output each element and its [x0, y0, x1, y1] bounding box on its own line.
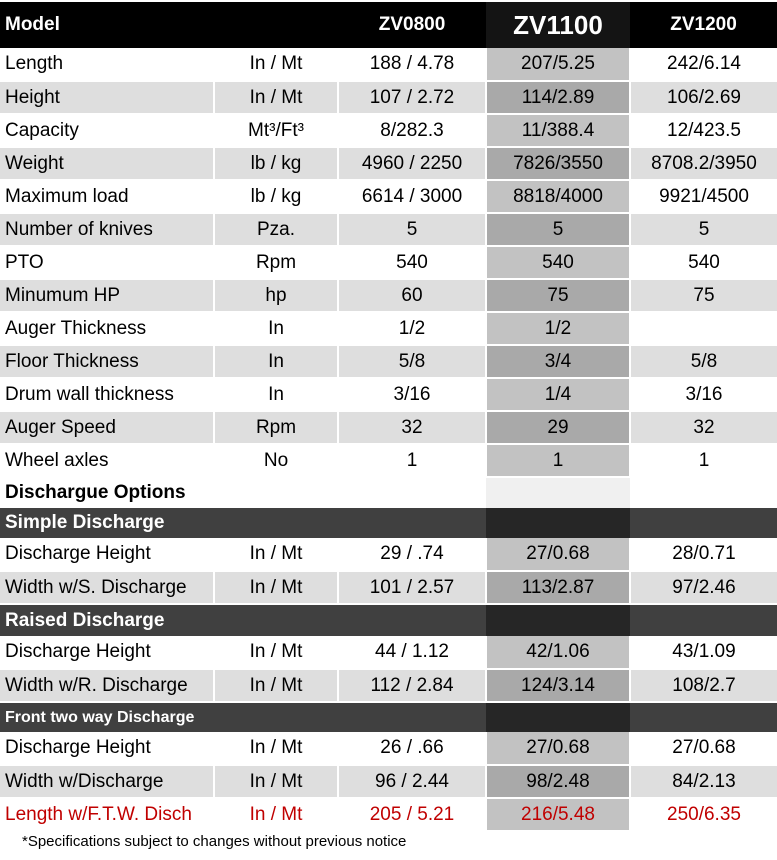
value-zv1100: 113/2.87 — [486, 571, 630, 604]
section-cell — [338, 702, 486, 732]
options-title: Dischargue Options — [0, 477, 214, 508]
value-zv1200: 43/1.09 — [630, 636, 777, 669]
value-zv1100: 42/1.06 — [486, 636, 630, 669]
spec-unit: Mt³/Ft³ — [214, 114, 338, 147]
spec-unit: In — [214, 345, 338, 378]
spec-unit: Rpm — [214, 411, 338, 444]
value-zv1100: 1/4 — [486, 378, 630, 411]
section-header — [0, 604, 777, 636]
spec-unit: Rpm — [214, 246, 338, 279]
blank-cell — [486, 477, 630, 508]
value-zv1200: 106/2.69 — [630, 81, 777, 114]
value-zv1200: 12/423.5 — [630, 114, 777, 147]
table-row — [0, 246, 777, 279]
section-title: Raised Discharge — [0, 604, 214, 636]
table-row — [0, 114, 777, 147]
spec-unit: In / Mt — [214, 81, 338, 114]
section-cell — [338, 604, 486, 636]
value-zv1100: 5 — [486, 213, 630, 246]
header-unit — [214, 2, 338, 48]
table-row — [0, 571, 777, 604]
spec-label: Width w/S. Discharge — [0, 571, 214, 604]
table-row — [0, 378, 777, 411]
spec-label: Auger Thickness — [0, 312, 214, 345]
value-zv1100: 3/4 — [486, 345, 630, 378]
section-cell — [338, 508, 486, 538]
table-row — [0, 312, 777, 345]
table-row — [0, 669, 777, 702]
value-zv0800: 29 / .74 — [338, 538, 486, 571]
value-zv1100: 98/2.48 — [486, 765, 630, 798]
blank-cell — [214, 477, 338, 508]
options-title-row — [0, 477, 777, 508]
value-zv1200: 27/0.68 — [630, 732, 777, 765]
section-header — [0, 702, 777, 732]
spec-unit: No — [214, 444, 338, 477]
value-zv1100: 1 — [486, 444, 630, 477]
blank-cell — [338, 477, 486, 508]
value-zv0800: 60 — [338, 279, 486, 312]
spec-label: Drum wall thickness — [0, 378, 214, 411]
table-row — [0, 345, 777, 378]
value-zv0800: 188 / 4.78 — [338, 48, 486, 81]
value-zv1100: 8818/4000 — [486, 180, 630, 213]
table-row — [0, 81, 777, 114]
value-zv0800: 32 — [338, 411, 486, 444]
value-zv1100: 540 — [486, 246, 630, 279]
spec-label: Wheel axles — [0, 444, 214, 477]
value-zv1200: 3/16 — [630, 378, 777, 411]
section-header — [0, 508, 777, 538]
spec-label: Width w/Discharge — [0, 765, 214, 798]
spec-label: PTO — [0, 246, 214, 279]
value-zv1200: 32 — [630, 411, 777, 444]
spec-label: Maximum load — [0, 180, 214, 213]
section-cell — [486, 604, 630, 636]
value-zv1200: 8708.2/3950 — [630, 147, 777, 180]
table-row — [0, 279, 777, 312]
spec-unit: In / Mt — [214, 48, 338, 81]
value-zv1100: 216/5.48 — [486, 798, 630, 831]
value-zv0800: 205 / 5.21 — [338, 798, 486, 831]
spec-unit: In — [214, 312, 338, 345]
spec-unit: hp — [214, 279, 338, 312]
value-zv1100: 124/3.14 — [486, 669, 630, 702]
table-row — [0, 147, 777, 180]
value-zv0800: 112 / 2.84 — [338, 669, 486, 702]
value-zv1200: 1 — [630, 444, 777, 477]
section-title: Front two way Discharge — [0, 702, 214, 732]
spec-unit: In / Mt — [214, 669, 338, 702]
spec-unit: In — [214, 378, 338, 411]
spec-label: Floor Thickness — [0, 345, 214, 378]
value-zv0800: 1/2 — [338, 312, 486, 345]
value-zv1200: 9921/4500 — [630, 180, 777, 213]
section-title: Simple Discharge — [0, 508, 214, 538]
spec-table — [0, 2, 777, 832]
value-zv1100: 75 — [486, 279, 630, 312]
value-zv1100: 11/388.4 — [486, 114, 630, 147]
value-zv1200: 108/2.7 — [630, 669, 777, 702]
spec-unit: In / Mt — [214, 538, 338, 571]
table-row — [0, 411, 777, 444]
table-row — [0, 538, 777, 571]
value-zv0800: 26 / .66 — [338, 732, 486, 765]
table-row — [0, 48, 777, 81]
value-zv0800: 107 / 2.72 — [338, 81, 486, 114]
spec-label: Height — [0, 81, 214, 114]
spec-label: Capacity — [0, 114, 214, 147]
value-zv1100: 114/2.89 — [486, 81, 630, 114]
value-zv1100: 207/5.25 — [486, 48, 630, 81]
section-cell — [214, 508, 338, 538]
value-zv1200: 97/2.46 — [630, 571, 777, 604]
header-row — [0, 2, 777, 48]
value-zv0800: 540 — [338, 246, 486, 279]
section-cell — [486, 508, 630, 538]
spec-unit: In / Mt — [214, 571, 338, 604]
section-cell — [630, 508, 777, 538]
table-row — [0, 732, 777, 765]
spec-unit: lb / kg — [214, 147, 338, 180]
value-zv1200: 5/8 — [630, 345, 777, 378]
value-zv1200: 250/6.35 — [630, 798, 777, 831]
value-zv0800: 4960 / 2250 — [338, 147, 486, 180]
value-zv1200: 75 — [630, 279, 777, 312]
table-row — [0, 444, 777, 477]
footnote: *Specifications subject to changes without previous notice — [22, 833, 407, 850]
header-zv1100: ZV1100 — [486, 2, 630, 48]
spec-label: Discharge Height — [0, 538, 214, 571]
spec-label: Length — [0, 48, 214, 81]
table-row — [0, 636, 777, 669]
value-zv1200 — [630, 312, 777, 345]
value-zv0800: 5/8 — [338, 345, 486, 378]
header-model: Model — [0, 2, 214, 48]
value-zv0800: 6614 / 3000 — [338, 180, 486, 213]
spec-label: Length w/F.T.W. Disch — [0, 798, 214, 831]
spec-label: Discharge Height — [0, 732, 214, 765]
spec-unit: In / Mt — [214, 798, 338, 831]
section-cell — [486, 702, 630, 732]
table-row — [0, 213, 777, 246]
spec-unit: In / Mt — [214, 636, 338, 669]
value-zv1100: 27/0.68 — [486, 538, 630, 571]
value-zv0800: 96 / 2.44 — [338, 765, 486, 798]
header-zv0800: ZV0800 — [338, 2, 486, 48]
section-cell — [630, 604, 777, 636]
value-zv0800: 1 — [338, 444, 486, 477]
spec-label: Width w/R. Discharge — [0, 669, 214, 702]
spec-unit: In / Mt — [214, 732, 338, 765]
value-zv1200: 84/2.13 — [630, 765, 777, 798]
spec-label: Number of knives — [0, 213, 214, 246]
value-zv0800: 101 / 2.57 — [338, 571, 486, 604]
value-zv1100: 29 — [486, 411, 630, 444]
section-cell — [214, 604, 338, 636]
value-zv1100: 7826/3550 — [486, 147, 630, 180]
spec-label: Auger Speed — [0, 411, 214, 444]
header-zv1200: ZV1200 — [630, 2, 777, 48]
spec-unit: In / Mt — [214, 765, 338, 798]
spec-label: Minumum HP — [0, 279, 214, 312]
spec-unit: lb / kg — [214, 180, 338, 213]
section-cell — [214, 702, 338, 732]
spec-label: Discharge Height — [0, 636, 214, 669]
value-zv0800: 8/282.3 — [338, 114, 486, 147]
value-zv1200: 5 — [630, 213, 777, 246]
value-zv1200: 28/0.71 — [630, 538, 777, 571]
value-zv0800: 44 / 1.12 — [338, 636, 486, 669]
table-row — [0, 798, 777, 831]
value-zv1100: 27/0.68 — [486, 732, 630, 765]
value-zv1200: 242/6.14 — [630, 48, 777, 81]
value-zv0800: 3/16 — [338, 378, 486, 411]
table-row — [0, 765, 777, 798]
spec-label: Weight — [0, 147, 214, 180]
value-zv1200: 540 — [630, 246, 777, 279]
value-zv0800: 5 — [338, 213, 486, 246]
spec-unit: Pza. — [214, 213, 338, 246]
section-cell — [630, 702, 777, 732]
blank-cell — [630, 477, 777, 508]
table-row — [0, 180, 777, 213]
value-zv1100: 1/2 — [486, 312, 630, 345]
